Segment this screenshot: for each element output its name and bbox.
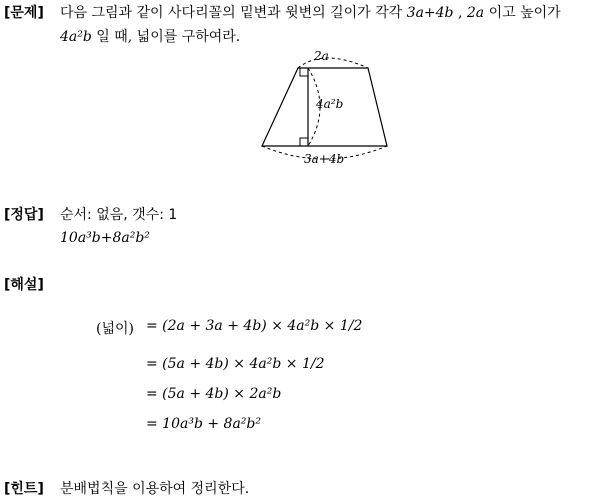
solution-lhs: (넓이) [96,321,134,337]
solution-step-2: = (5a + 4b) × 4a²b × 1/2 [146,356,325,372]
answer-meta: 순서: 없음, 갯수: 1 [60,207,178,223]
problem-label: [문제] [4,5,44,21]
answer-label: [정답] [4,207,44,223]
problem-line-2 [60,26,240,46]
label-top: 2a [314,49,329,63]
expr-sep: , [457,5,463,21]
trapezoid-figure [250,44,400,168]
label-height: 4a²b [316,97,344,111]
right-angle-bottom [300,138,308,146]
solution-step-1: = (2a + 3a + 4b) × 4a²b × 1/2 [146,318,363,334]
problem-line1-prefix: 다음 그림과 같이 사다리꼴의 밑변과 윗변의 길이가 각각 [60,5,403,21]
solution-step-4: = 10a³b + 8a²b² [146,416,261,432]
hint-text: 분배법칙을 이용하여 정리한다. [60,481,250,497]
expr-height: 4a²b [60,29,92,45]
right-angle-top [300,68,308,76]
problem-line-1 [60,2,561,22]
solution-step-3: = (5a + 4b) × 2a²b [146,386,282,402]
problem-line1-suffix: 이고 높이가 [488,5,561,21]
label-bottom: 3a+4b [304,152,345,166]
top-length-arc [298,58,368,68]
answer-value: 10a³b+8a²b² [60,230,150,246]
expr-bottom: 3a+4b [406,5,454,21]
hint-label: [힌트] [4,481,44,497]
problem-line2-suffix: 일 때, 넓이를 구하여라. [96,29,241,45]
explanation-label: [해설] [4,277,44,293]
expr-top: 2a [466,5,485,21]
